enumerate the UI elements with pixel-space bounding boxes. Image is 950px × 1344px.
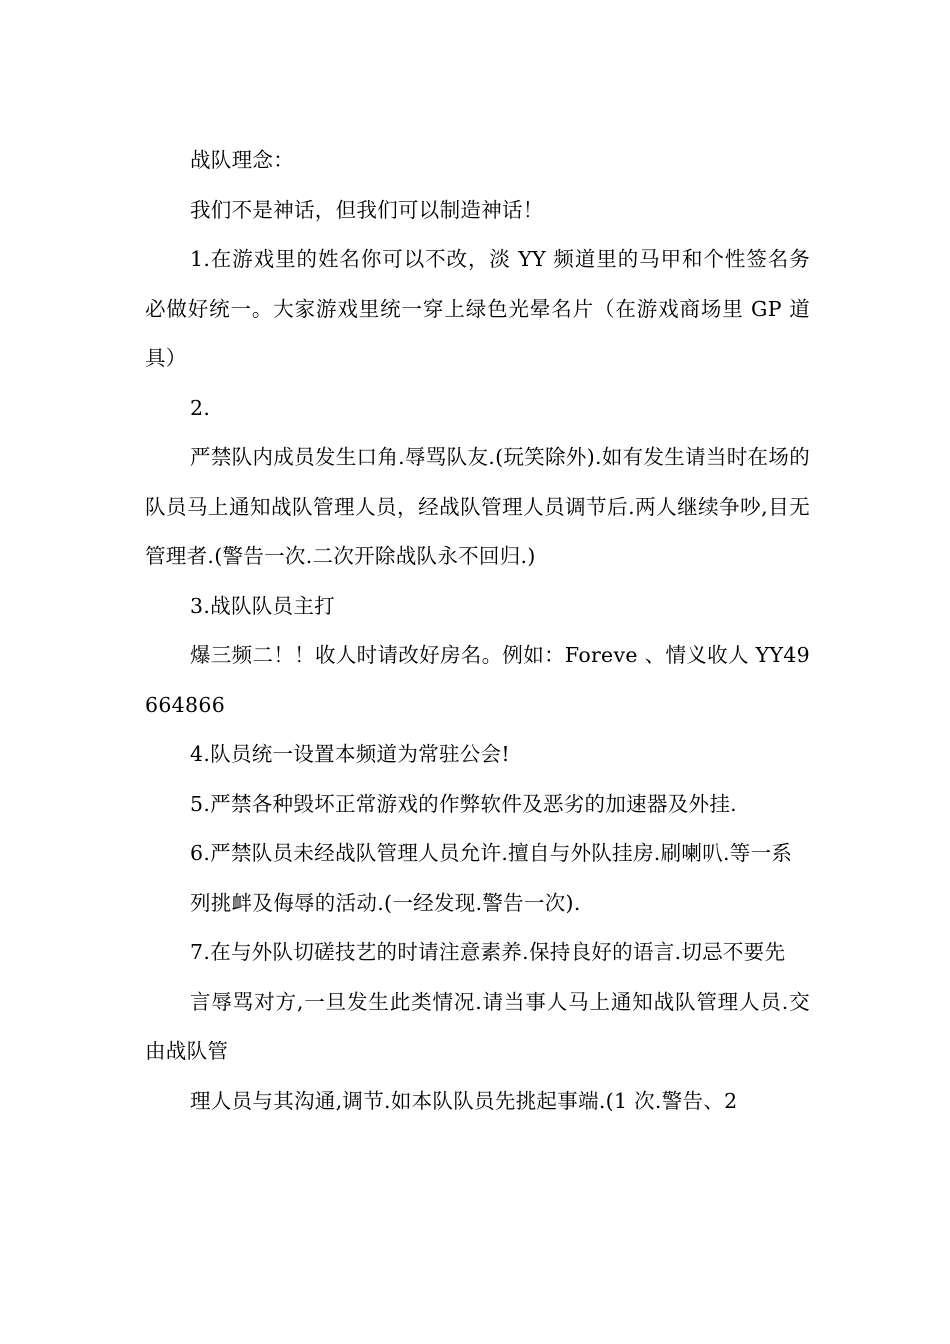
paragraph-rule-7-continued-2: 理人员与其沟通,调节.如本队队员先挑起事端.(1 次.警告、2 bbox=[190, 1088, 738, 1113]
paragraph-rule-6-continued: 列挑衅及侮辱的活动.(一经发现.警告一次). bbox=[190, 890, 581, 915]
paragraph-team-slogan: 我们不是神话，但我们可以制造神话！ bbox=[190, 197, 544, 222]
paragraph-team-philosophy-heading: 战队理念： bbox=[190, 148, 294, 172]
paragraph-rule-3-heading: 3.战队队员主打 bbox=[190, 593, 335, 618]
paragraph-rule-5: 5.严禁各种毁坏正常游戏的作弊软件及恶劣的加速器及外挂. bbox=[190, 791, 737, 816]
paragraph-rule-7: 7.在与外队切磋技艺的时请注意素养.保持良好的语言.切忌不要先 bbox=[190, 940, 786, 964]
paragraph-rule-7-continued: 言辱骂对方,一旦发生此类情况.请当事人马上通知战队管理人员.交由战队管 bbox=[145, 989, 810, 1063]
paragraph-rule-2: 严禁队内成员发生口角.辱骂队友.(玩笑除外).如有发生请当时在场的队员马上通知战队管理人员，经战队管理人员调节后.两人继续争吵,目无管理者.(警告一次.二次开除战队永不回归.) bbox=[145, 445, 810, 568]
paragraph-rule-2-number: 2. bbox=[190, 395, 211, 420]
paragraph-rule-3: 爆三频二！！收人时请改好房名。例如：Foreve 、情义收人 YY49664866 bbox=[145, 643, 810, 717]
paragraph-rule-1: 1.在游戏里的姓名你可以不改，淡 YY 频道里的马甲和个性签名务必做好统一。大家游戏里统一穿上绿色光晕名片（在游戏商场里 GP 道具） bbox=[145, 247, 810, 370]
paragraph-rule-6: 6.严禁队员未经战队管理人员允许.擅自与外队挂房.刷喇叭.等一系 bbox=[190, 841, 793, 865]
document-body bbox=[145, 136, 810, 1126]
paragraph-rule-4: 4.队员统一设置本频道为常驻公会! bbox=[190, 742, 510, 766]
